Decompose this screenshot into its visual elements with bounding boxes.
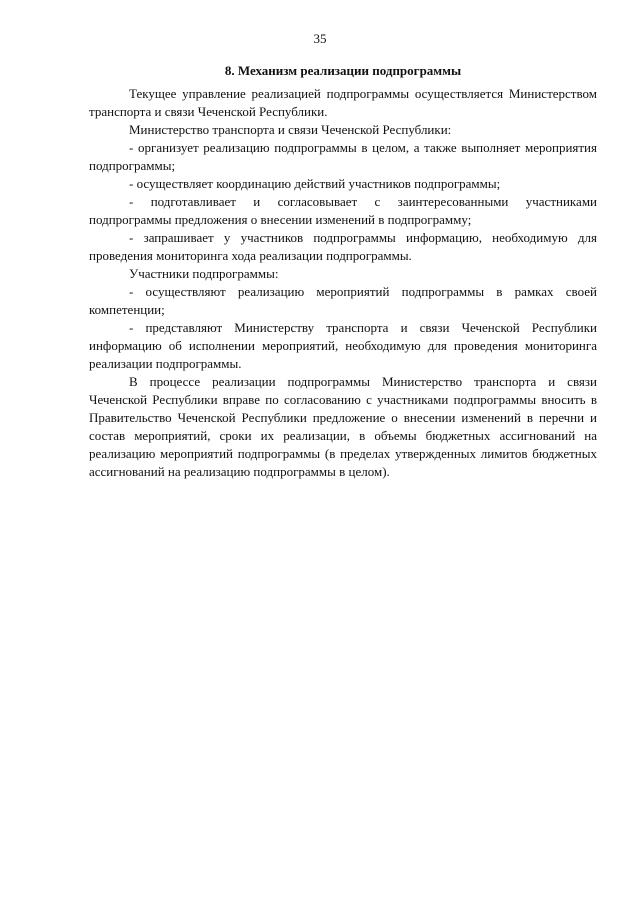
list-item-prepares: - подготавливает и согласовывает с заинтересованными участниками подпрограммы предложения о внесении изменений в подпрограмму; — [89, 194, 597, 227]
paragraph-2: Министерство транспорта и связи Чеченской Республики: — [129, 122, 452, 137]
list-item-organizes: - организует реализацию подпрограммы в целом, а также выполняет мероприятия подпрограммы; — [89, 140, 597, 173]
paragraph-1: Текущее управление реализацией подпрограммы осуществляется Министерством транспорта и связи Чеченской Республики. — [89, 86, 597, 119]
list-item-report: - представляют Министерству транспорта и связи Чеченской Республики информацию об исполнении мероприятий, необходимую для проведения мониторинга реализации подпрограммы. — [89, 320, 597, 371]
page-number: 35 — [313, 31, 327, 46]
section-body — [89, 62, 597, 481]
paragraph-final: В процессе реализации подпрограммы Министерство транспорта и связи Чеченской Республики вправе по согласованию с участниками подпрограммы вносить в Правительство Чеченской Республики предложение о внесении изменений в перечни и состав мероприятий, сроки их реализации, в объемы бюджетных ассигнований на реализацию мероприятий подпрограммы (в пределах утвержденных лимитов бюджетных ассигнований на реализацию подпрограммы в целом). — [89, 374, 597, 479]
list-item-implement: - осуществляют реализацию мероприятий подпрограммы в рамках своей компетенции; — [89, 284, 597, 317]
list-item-requests: - запрашивает у участников подпрограммы информацию, необходимую для проведения мониторинга хода реализации подпрограммы. — [89, 230, 597, 263]
list-item-coordinates: - осуществляет координацию действий участников подпрограммы; — [129, 176, 501, 191]
paragraph-participants: Участники подпрограммы: — [129, 266, 279, 281]
section-heading: 8. Механизм реализации подпрограммы — [224, 63, 462, 78]
